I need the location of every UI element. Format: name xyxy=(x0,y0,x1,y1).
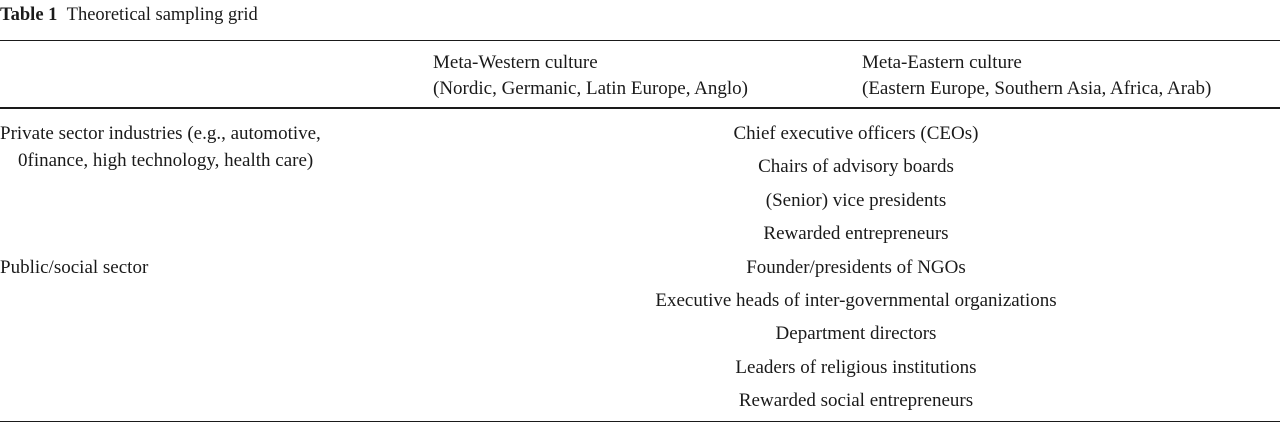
row-label-public-sector xyxy=(0,254,148,281)
column-header-title: Meta-Eastern culture xyxy=(862,52,1022,73)
table-cell-role: Chief executive officers (CEOs) xyxy=(733,123,979,144)
table-title: Theoretical sampling grid xyxy=(66,5,258,25)
column-header-subtitle: (Nordic, Germanic, Latin Europe, Anglo) xyxy=(433,78,748,99)
table-cell-role: Rewarded entrepreneurs xyxy=(763,223,949,245)
column-header-title: Meta-Western culture xyxy=(433,52,598,73)
table-number: Table 1 xyxy=(0,5,58,25)
table-bottom-rule xyxy=(0,421,1280,422)
row-label-line: Public/social sector xyxy=(0,257,149,278)
role-list xyxy=(432,117,1280,418)
column-header-subtitle: (Eastern Europe, Southern Asia, Africa, Arab) xyxy=(862,78,1212,99)
row-label-private-sector xyxy=(0,120,321,174)
header-separator-rule xyxy=(0,107,1280,109)
row-label-line: 0finance, high technology, health care) xyxy=(18,150,314,171)
table-cell-role: (Senior) vice presidents xyxy=(765,189,947,211)
column-header-meta-western xyxy=(433,50,748,102)
table-cell-role: Rewarded social entrepreneurs xyxy=(738,390,974,412)
table-cell-role: Founder/presidents of NGOs xyxy=(746,256,966,278)
table-cell-role: Chairs of advisory boards xyxy=(758,156,954,178)
table-caption xyxy=(0,6,258,25)
row-label-line: Private sector industries (e.g., automotive, xyxy=(0,123,321,144)
table-cell-role: Department directors xyxy=(775,323,937,345)
table-cell-role: Leaders of religious institutions xyxy=(735,356,977,378)
table-top-rule xyxy=(0,40,1280,41)
column-header-meta-eastern xyxy=(862,50,1211,102)
table-cell-role: Executive heads of inter-governmental organizations xyxy=(655,289,1057,311)
